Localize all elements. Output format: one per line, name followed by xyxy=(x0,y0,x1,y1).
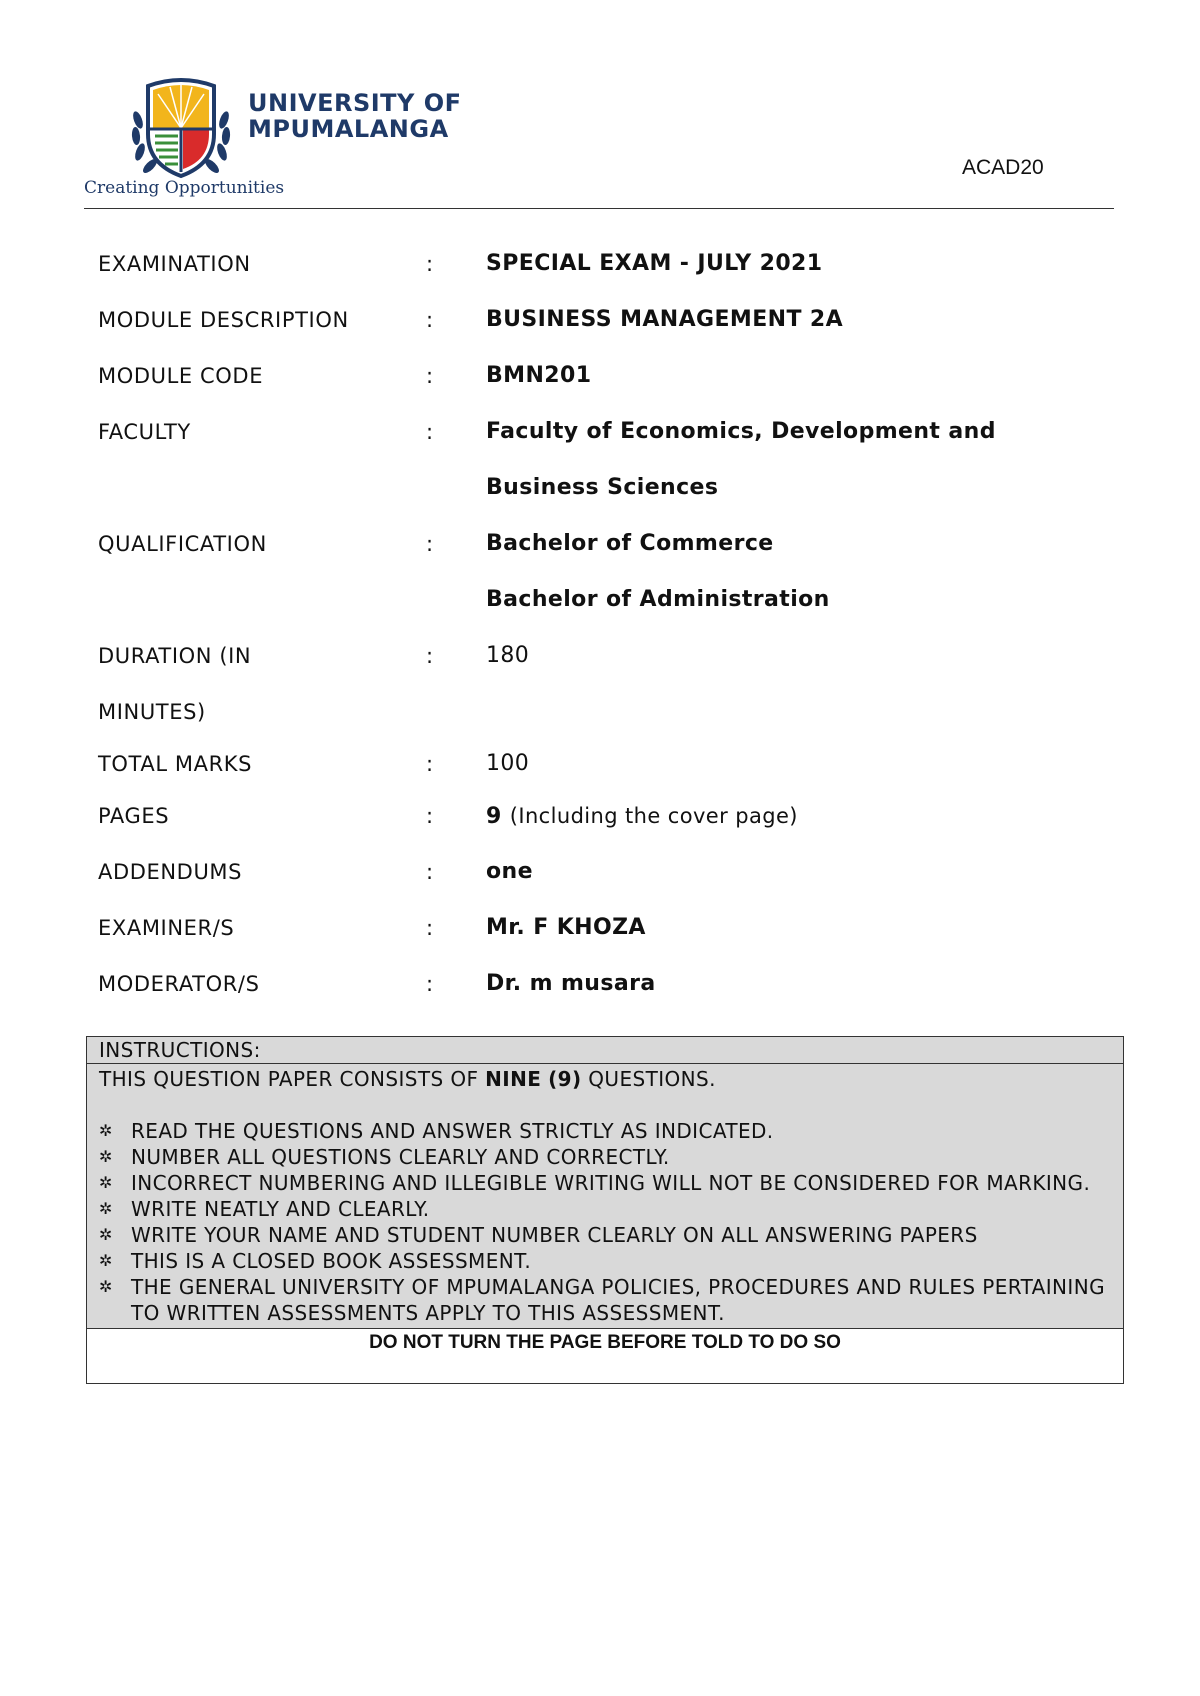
instruction-text: WRITE NEATLY AND CLEARLY. xyxy=(131,1197,430,1221)
list-item xyxy=(99,1118,1111,1144)
detail-value-continued: Bachelor of Administration xyxy=(486,587,830,612)
detail-label: EXAMINATION xyxy=(98,252,251,276)
list-item xyxy=(99,1222,1111,1248)
detail-row-addendums xyxy=(98,858,1108,914)
detail-label: EXAMINER/S xyxy=(98,916,235,940)
detail-row-duration xyxy=(98,642,1108,698)
detail-value xyxy=(486,802,798,831)
bullet-star-icon: ✲ xyxy=(99,1277,113,1296)
bullet-star-icon: ✲ xyxy=(99,1121,113,1140)
question-count-word: NINE xyxy=(485,1067,542,1091)
university-tagline: Creating Opportunities xyxy=(84,178,285,198)
university-name-line1: UNIVERSITY OF xyxy=(248,89,462,117)
list-item xyxy=(99,1248,1111,1274)
detail-value-continued: Business Sciences xyxy=(486,475,719,500)
detail-value: BMN201 xyxy=(486,363,592,388)
detail-colon: : xyxy=(426,252,434,276)
detail-label: MODERATOR/S xyxy=(98,972,260,996)
detail-colon: : xyxy=(426,532,434,556)
bullet-star-icon: ✲ xyxy=(99,1251,113,1270)
list-item xyxy=(99,1274,1111,1326)
detail-value: Bachelor of Commerce xyxy=(486,531,774,556)
detail-row-qualification-cont xyxy=(98,586,1108,642)
detail-label: MODULE CODE xyxy=(98,364,264,388)
pages-note: (Including the cover page) xyxy=(509,804,798,828)
detail-colon: : xyxy=(426,860,434,884)
detail-label: DURATION (IN xyxy=(98,644,252,668)
list-item xyxy=(99,1170,1111,1196)
document-code: ACAD20 xyxy=(962,156,1044,179)
detail-colon: : xyxy=(426,364,434,388)
instruction-text: WRITE YOUR NAME AND STUDENT NUMBER CLEARLY ON ALL ANSWERING PAPERS xyxy=(131,1223,978,1247)
instructions-body xyxy=(87,1064,1123,1329)
university-logo xyxy=(84,68,464,208)
detail-colon: : xyxy=(426,752,434,776)
detail-value: 100 xyxy=(486,751,530,776)
pages-count: 9 xyxy=(486,804,502,829)
detail-row-examination xyxy=(98,250,1108,306)
detail-colon: : xyxy=(426,972,434,996)
detail-value: SPECIAL EXAM - JULY 2021 xyxy=(486,251,823,276)
detail-label: TOTAL MARKS xyxy=(98,752,253,776)
detail-row-examiner xyxy=(98,914,1108,970)
instructions-box xyxy=(86,1036,1124,1384)
instruction-text: INCORRECT NUMBERING AND ILLEGIBLE WRITING WILL NOT BE CONSIDERED FOR MARKING. xyxy=(131,1171,1091,1195)
detail-label: FACULTY xyxy=(98,420,191,444)
do-not-turn-notice: DO NOT TURN THE PAGE BEFORE TOLD TO DO SO xyxy=(87,1329,1123,1383)
detail-row-faculty xyxy=(98,418,1108,474)
instruction-text: THIS IS A CLOSED BOOK ASSESSMENT. xyxy=(131,1249,532,1273)
question-count-line xyxy=(99,1064,1111,1092)
university-name xyxy=(248,90,462,142)
exam-details xyxy=(98,250,1108,1026)
instruction-text: THE GENERAL UNIVERSITY OF MPUMALANGA POLICIES, PROCEDURES AND RULES PERTAINING TO WRITTEN ASSESSMENTS APPLY TO THIS ASSESSMENT. xyxy=(131,1275,1105,1325)
bullet-star-icon: ✲ xyxy=(99,1173,113,1192)
university-name-line2: MPUMALANGA xyxy=(248,115,449,143)
detail-value: Mr. F KHOZA xyxy=(486,915,646,940)
bullet-star-icon: ✲ xyxy=(99,1199,113,1218)
detail-row-moderator xyxy=(98,970,1108,1026)
instructions-heading: INSTRUCTIONS: xyxy=(87,1037,1123,1064)
detail-row-qualification xyxy=(98,530,1108,586)
detail-row-total-marks xyxy=(98,750,1108,802)
university-seal-icon xyxy=(128,72,234,184)
header-divider xyxy=(84,208,1114,209)
detail-value: Dr. m musara xyxy=(486,971,656,996)
detail-colon: : xyxy=(426,644,434,668)
detail-row-module-code xyxy=(98,362,1108,418)
detail-value: one xyxy=(486,859,533,884)
detail-label: MODULE DESCRIPTION xyxy=(98,308,349,332)
detail-value: BUSINESS MANAGEMENT 2A xyxy=(486,307,844,332)
instruction-text: NUMBER ALL QUESTIONS CLEARLY AND CORRECTLY. xyxy=(131,1145,670,1169)
list-item xyxy=(99,1144,1111,1170)
bullet-star-icon: ✲ xyxy=(99,1147,113,1166)
question-count-pre: THIS QUESTION PAPER CONSISTS OF xyxy=(99,1067,479,1091)
detail-colon: : xyxy=(426,916,434,940)
detail-value: Faculty of Economics, Development and xyxy=(486,419,996,444)
detail-value: 180 xyxy=(486,643,530,668)
detail-colon: : xyxy=(426,804,434,828)
detail-label: PAGES xyxy=(98,804,170,828)
instructions-list xyxy=(99,1118,1111,1326)
detail-label: QUALIFICATION xyxy=(98,532,267,556)
detail-label: ADDENDUMS xyxy=(98,860,243,884)
detail-row-pages xyxy=(98,802,1108,858)
detail-colon: : xyxy=(426,308,434,332)
bullet-star-icon: ✲ xyxy=(99,1225,113,1244)
detail-row-faculty-cont xyxy=(98,474,1108,530)
question-count-post: QUESTIONS. xyxy=(588,1067,716,1091)
detail-row-duration-cont xyxy=(98,698,1108,750)
detail-label-continued: MINUTES) xyxy=(98,700,206,724)
detail-colon: : xyxy=(426,420,434,444)
instruction-text: READ THE QUESTIONS AND ANSWER STRICTLY AS INDICATED. xyxy=(131,1119,774,1143)
detail-row-module-description xyxy=(98,306,1108,362)
question-count-number: (9) xyxy=(548,1067,582,1091)
list-item xyxy=(99,1196,1111,1222)
